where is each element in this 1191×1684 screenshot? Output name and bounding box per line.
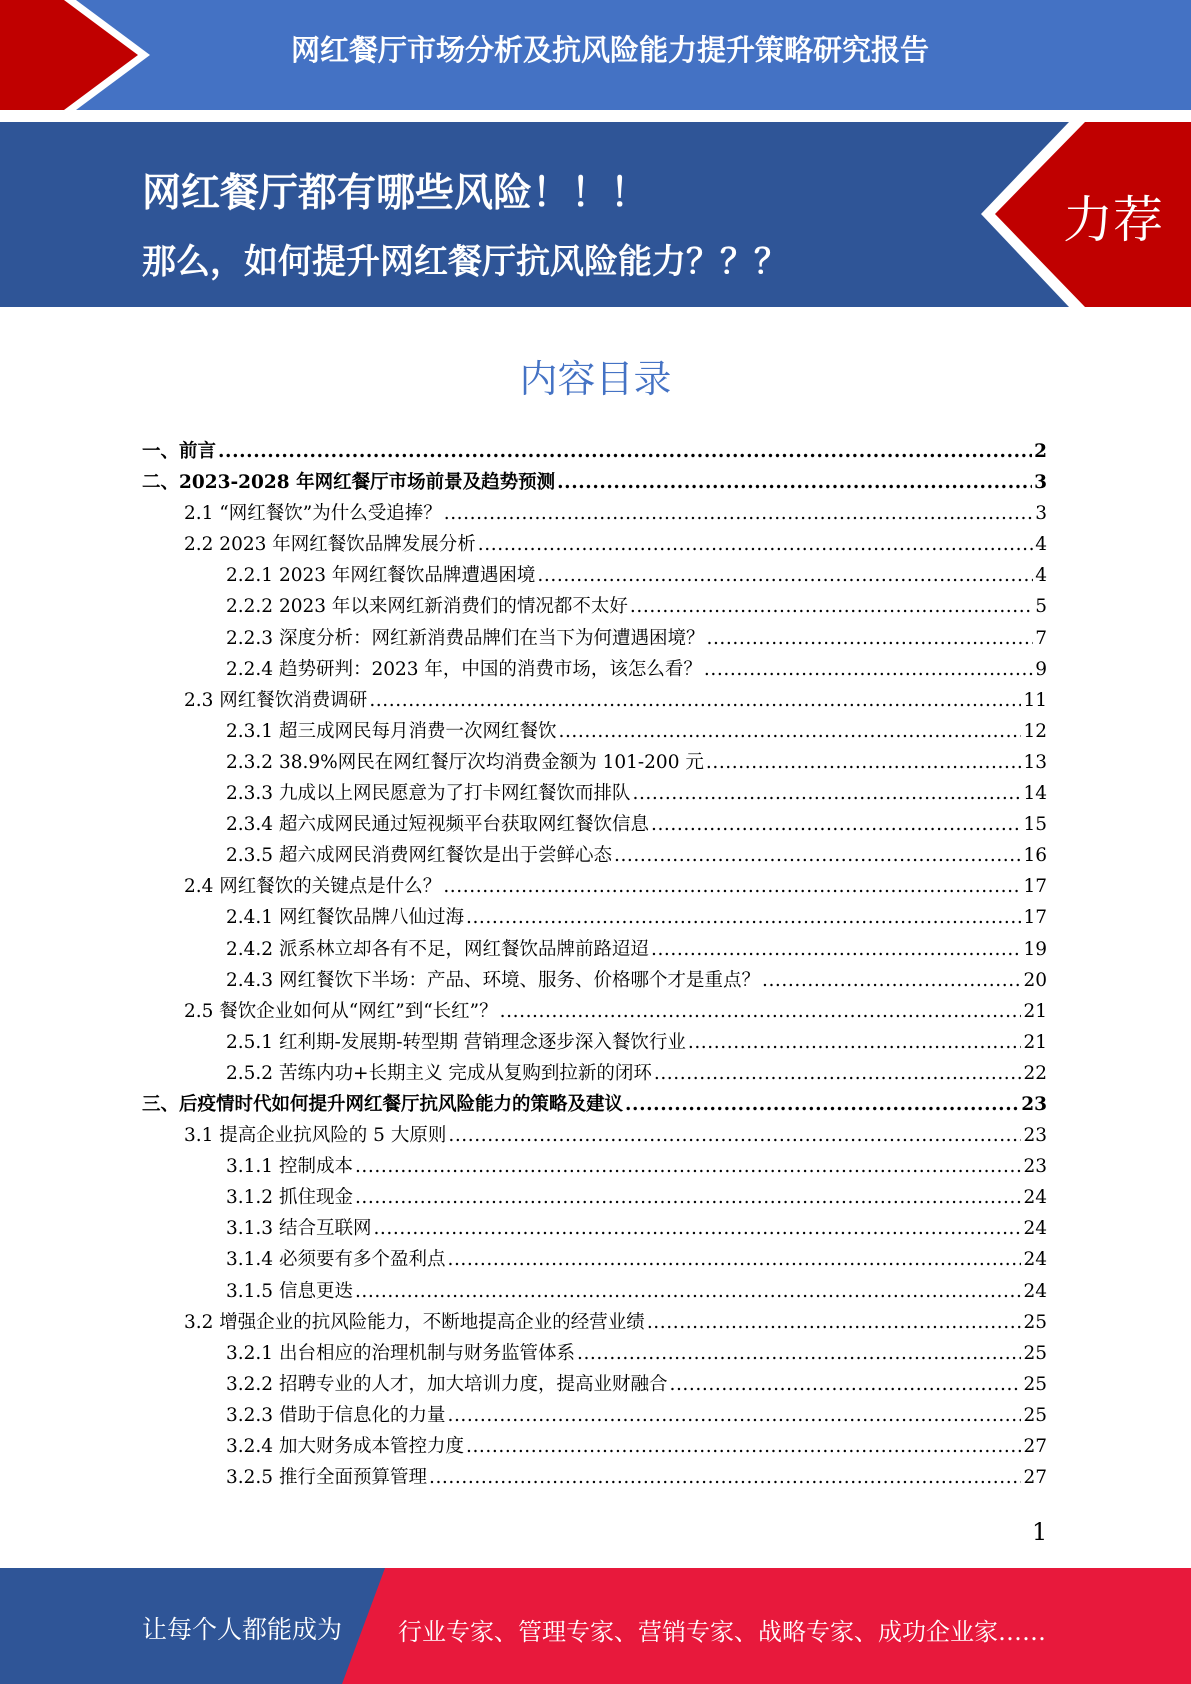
toc-leader-dots [577, 1338, 1021, 1369]
toc-entry-title: 3.1 提高企业抗风险的 5 大原则 [184, 1125, 447, 1147]
toc-entry-title: 2.5.1 红利期-发展期-转型期 营销理念逐步深入餐饮行业 [226, 1031, 686, 1053]
toc-entry-title: 2.5.2 苦练内功+长期主义 完成从复购到拉新的闭环 [226, 1062, 652, 1084]
toc-entry[interactable] [142, 529, 1047, 560]
toc-entry-page: 21 [1023, 1000, 1047, 1022]
toc-entry-page: 22 [1023, 1062, 1047, 1084]
toc-leader-dots [355, 1151, 1022, 1182]
toc-leader-dots [500, 996, 1022, 1027]
toc-entry-title: 3.2.3 借助于信息化的力量 [226, 1404, 446, 1426]
toc-leader-dots [478, 529, 1033, 560]
toc-leader-dots [558, 716, 1021, 747]
toc-entry-page: 14 [1023, 783, 1047, 805]
toc-leader-dots [632, 778, 1021, 809]
toc-entry-title: 3.2.1 出台相应的治理机制与财务监管体系 [226, 1342, 575, 1364]
toc-entry[interactable] [142, 1120, 1047, 1151]
toc-leader-dots [373, 1213, 1021, 1244]
toc-leader-dots [647, 1307, 1022, 1338]
footer-banner [0, 1568, 1191, 1684]
toc-entry-page: 25 [1023, 1373, 1047, 1395]
toc-entry-title: 2.5 餐饮企业如何从“网红”到“长红”？ [184, 1000, 498, 1022]
toc-entry-title: 2.4.2 派系林立却各有不足，网红餐饮品牌前路迢迢 [226, 938, 649, 960]
toc-leader-dots [444, 498, 1034, 529]
toc-leader-dots [704, 654, 1033, 685]
toc-entry-title: 3.2.4 加大财务成本管控力度 [226, 1436, 464, 1457]
toc-leader-dots [447, 1244, 1021, 1275]
toc-leader-dots [466, 1431, 1021, 1462]
toc-entry-title: 2.4.1 网红餐饮品牌八仙过海 [226, 907, 464, 929]
toc-entry[interactable] [142, 1027, 1047, 1058]
toc-entry-page: 4 [1035, 565, 1047, 587]
toc-entry[interactable] [142, 623, 1047, 654]
toc-entry-page: 24 [1023, 1249, 1047, 1271]
toc-leader-dots [706, 747, 1022, 778]
toc-entry[interactable] [142, 1213, 1047, 1244]
toc-leader-dots [762, 965, 1021, 996]
table-of-contents [142, 436, 1047, 1493]
toc-entry-page: 4 [1035, 534, 1047, 556]
top-banner [0, 0, 1191, 110]
toc-entry[interactable] [142, 1244, 1047, 1275]
toc-entry-title: 2.1 “网红餐饮”为什么受追捧？ [184, 503, 442, 525]
toc-leader-dots [443, 871, 1021, 902]
toc-entry-title: 2.2.2 2023 年以来网红新消费们的情况都不太好 [226, 596, 628, 618]
toc-entry-page: 24 [1023, 1187, 1047, 1209]
toc-entry-page: 25 [1023, 1404, 1047, 1426]
toc-leader-dots [706, 623, 1033, 654]
toc-entry[interactable] [142, 1338, 1047, 1369]
recommend-tag: 力荐 [1063, 191, 1163, 249]
toc-entry[interactable] [142, 716, 1047, 747]
toc-entry-title: 2.2.1 2023 年网红餐饮品牌遭遇困境 [226, 565, 536, 587]
toc-entry-page: 2 [1034, 441, 1047, 462]
toc-entry-title: 3.2.5 推行全面预算管理 [226, 1467, 427, 1489]
toc-entry-page: 3 [1034, 472, 1047, 494]
toc-leader-dots [355, 1182, 1022, 1213]
toc-entry-page: 17 [1023, 876, 1047, 898]
toc-leader-dots [630, 591, 1033, 622]
toc-entry-title: 3.1.1 控制成本 [226, 1156, 353, 1178]
toc-entry[interactable] [142, 1151, 1047, 1182]
banner-divider [0, 110, 1191, 122]
toc-entry-title: 2.3 网红餐饮消费调研 [184, 689, 368, 711]
toc-entry-page: 13 [1023, 751, 1047, 773]
toc-entry[interactable] [142, 840, 1047, 871]
toc-entry-title: 3.1.2 抓住现金 [226, 1187, 353, 1209]
toc-entry-title: 2.3.3 九成以上网民愿意为了打卡网红餐饮而排队 [226, 783, 631, 805]
toc-leader-dots [429, 1462, 1021, 1493]
toc-entry[interactable] [142, 560, 1047, 591]
toc-entry-page: 11 [1023, 689, 1047, 711]
toc-leader-dots [614, 840, 1021, 871]
toc-leader-dots [669, 1369, 1021, 1400]
toc-entry-page: 20 [1023, 969, 1047, 991]
toc-entry[interactable] [142, 902, 1047, 933]
toc-entry-page: 12 [1023, 720, 1047, 742]
toc-entry-page: 27 [1023, 1467, 1047, 1489]
toc-entry[interactable] [142, 1307, 1047, 1338]
toc-entry[interactable] [142, 996, 1047, 1027]
toc-entry[interactable] [142, 498, 1047, 529]
toc-entry-title: 2.2.4 趋势研判：2023 年，中国的消费市场，该怎么看？ [226, 658, 702, 680]
hero-headline-risks: 网红餐厅都有哪些风险！！！ [142, 171, 650, 216]
toc-entry-title: 3.1.3 结合互联网 [226, 1218, 372, 1240]
toc-entry-page: 5 [1035, 596, 1047, 618]
toc-entry[interactable] [142, 654, 1047, 685]
toc-leader-dots [654, 1058, 1022, 1089]
toc-title: 内容目录 [519, 357, 672, 401]
toc-leader-dots [651, 809, 1021, 840]
toc-entry-page: 24 [1023, 1280, 1047, 1302]
toc-entry-page: 23 [1023, 1125, 1047, 1147]
hero-banner [0, 122, 1191, 307]
toc-entry-title: 2.4.3 网红餐饮下半场：产品、环境、服务、价格哪个才是重点？ [226, 969, 760, 991]
toc-entry-title: 2.2.3 深度分析：网红新消费品牌们在当下为何遭遇困境？ [226, 627, 705, 649]
toc-entry-page: 25 [1023, 1311, 1047, 1333]
toc-leader-dots [557, 467, 1032, 498]
banner-title: 网红餐厅市场分析及抗风险能力提升策略研究报告 [290, 33, 929, 67]
toc-leader-dots [447, 1400, 1021, 1431]
toc-entry[interactable] [142, 1400, 1047, 1431]
toc-entry[interactable] [142, 1276, 1047, 1307]
toc-entry-page: 9 [1035, 658, 1047, 680]
toc-entry-page: 15 [1023, 814, 1047, 836]
toc-entry-page: 25 [1023, 1342, 1047, 1364]
toc-entry-page: 16 [1023, 845, 1047, 867]
toc-leader-dots [651, 934, 1021, 965]
toc-entry[interactable] [142, 1058, 1047, 1089]
toc-entry-title: 2.3.4 超六成网民通过短视频平台获取网红餐饮信息 [226, 814, 649, 836]
toc-entry[interactable] [142, 965, 1047, 996]
toc-leader-dots [355, 1276, 1022, 1307]
toc-entry-title: 2.3.2 38.9%网民在网红餐厅次均消费金额为 101-200 元 [226, 751, 704, 773]
toc-entry-page: 7 [1035, 627, 1047, 649]
toc-entry-page: 3 [1035, 503, 1047, 525]
toc-entry-page: 19 [1023, 938, 1047, 960]
toc-entry-page: 23 [1021, 1093, 1047, 1115]
toc-entry-title: 3.2.2 招聘专业的人才，加大培训力度，提高业财融合 [226, 1373, 668, 1395]
toc-entry-title: 2.4 网红餐饮的关键点是什么？ [184, 876, 442, 898]
footer-slogan-right: 行业专家、管理专家、营销专家、战略专家、成功企业家…… [398, 1618, 1046, 1646]
toc-entry[interactable] [142, 1369, 1047, 1400]
toc-entry[interactable] [142, 1089, 1047, 1120]
toc-leader-dots [688, 1027, 1022, 1058]
toc-entry[interactable] [142, 809, 1047, 840]
toc-leader-dots [466, 902, 1021, 933]
footer-slogan-left: 让每个人都能成为 [142, 1615, 343, 1644]
page-number: 1 [1032, 1518, 1048, 1546]
toc-entry[interactable] [142, 436, 1047, 467]
toc-entry-page: 23 [1023, 1156, 1047, 1178]
toc-entry-page: 24 [1023, 1218, 1047, 1240]
toc-leader-dots [369, 685, 1021, 716]
toc-entry-title: 3.2 增强企业的抗风险能力，不断地提高企业的经营业绩 [184, 1311, 645, 1333]
toc-leader-dots [218, 436, 1032, 467]
toc-entry[interactable] [142, 747, 1047, 778]
toc-leader-dots [448, 1120, 1021, 1151]
toc-entry-title: 一、前言 [142, 441, 217, 462]
toc-entry[interactable] [142, 1462, 1047, 1493]
toc-entry-title: 3.1.5 信息更迭 [226, 1280, 353, 1302]
toc-entry-page: 27 [1023, 1436, 1047, 1457]
toc-entry-title: 2.3.1 超三成网民每月消费一次网红餐饮 [226, 720, 557, 742]
toc-entry-title: 三、后疫情时代如何提升网红餐厅抗风险能力的策略及建议 [142, 1093, 624, 1115]
toc-entry[interactable] [142, 685, 1047, 716]
toc-entry[interactable] [142, 934, 1047, 965]
toc-entry-page: 21 [1023, 1031, 1047, 1053]
toc-entry[interactable] [142, 467, 1047, 498]
toc-leader-dots [625, 1089, 1019, 1120]
banner-red-arrow [0, 0, 140, 110]
hero-headline-question: 那么，如何提升网红餐厅抗风险能力？？？ [142, 242, 788, 282]
toc-entry[interactable] [142, 871, 1047, 902]
toc-entry-title: 3.1.4 必须要有多个盈利点 [226, 1249, 446, 1271]
toc-entry[interactable] [142, 778, 1047, 809]
toc-entry-title: 2.2 2023 年网红餐饮品牌发展分析 [184, 534, 476, 556]
toc-entry-title: 2.3.5 超六成网民消费网红餐饮是出于尝鲜心态 [226, 845, 612, 867]
toc-leader-dots [537, 560, 1033, 591]
toc-entry[interactable] [142, 591, 1047, 622]
toc-entry-title: 二、2023-2028 年网红餐厅市场前景及趋势预测 [142, 472, 556, 494]
toc-entry[interactable] [142, 1431, 1047, 1462]
toc-entry-page: 17 [1023, 907, 1047, 929]
toc-entry[interactable] [142, 1182, 1047, 1213]
